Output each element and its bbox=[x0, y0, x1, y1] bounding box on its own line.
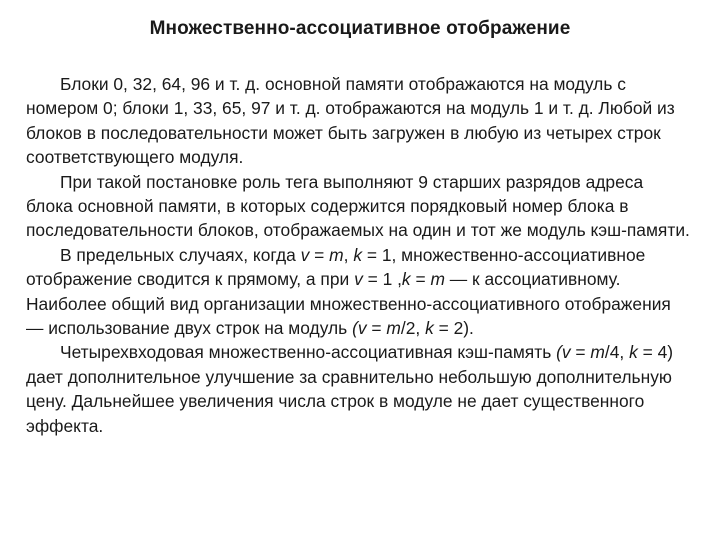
text-run: /2, bbox=[400, 318, 426, 339]
slide-title: Множественно-ассоциативное отображение bbox=[149, 18, 571, 39]
var-v: v bbox=[354, 269, 363, 290]
paragraph-3 bbox=[26, 243, 690, 341]
var-k: k bbox=[353, 244, 363, 265]
text-run: = bbox=[570, 342, 591, 363]
text-run: = 2). bbox=[433, 318, 474, 339]
paragraph-4 bbox=[26, 340, 690, 438]
text-run: = bbox=[366, 318, 387, 339]
text-run: = bbox=[309, 244, 330, 265]
text-run: Четырехвходовая множественно-ассоциативная кэш-память bbox=[60, 342, 557, 363]
var-m: m bbox=[329, 244, 344, 265]
formula-part: m bbox=[386, 318, 401, 339]
slide-body bbox=[26, 72, 690, 438]
text-run: = 1 , bbox=[362, 269, 402, 290]
formula-part: (v bbox=[556, 342, 571, 363]
text-run: = 4) дает дополнительное улучшение за сравнительно небольшую дополнительную цену. Дальнейшее увеличения числа строк в модуле не дает существенного эффекта. bbox=[26, 342, 674, 436]
formula-part: (v bbox=[352, 318, 367, 339]
paragraph-2: При такой постановке роль тега выполняют 9 старших разрядов адреса блока основной памяти, в которых содержится порядковый номер блока в последовательности блоков, отображаемых на один и тот же модуль кэш-памяти. bbox=[26, 171, 690, 241]
text-run: = 1, множественно-ассоциативное отображение сводится к прямому, а при bbox=[26, 244, 646, 290]
text-run: = bbox=[410, 269, 431, 290]
var-k: k bbox=[401, 269, 411, 290]
var-k: k bbox=[425, 318, 434, 339]
text-run: , bbox=[343, 244, 354, 265]
var-v: v bbox=[300, 244, 310, 265]
text-run: /4, bbox=[604, 342, 630, 363]
var-m: m bbox=[430, 269, 445, 290]
var-k: k bbox=[629, 342, 638, 363]
paragraph-1: Блоки 0, 32, 64, 96 и т. д. основной памяти отображаются на модуль с номером 0; блоки 1, 33, 65, 97 и т. д. отображаются на модуль 1 и т. д. Любой из блоков в последовательности может быть загружен в любую из четырех строк соответствующего модуля. bbox=[26, 74, 675, 168]
text-run: В предельных случаях, когда bbox=[60, 244, 301, 265]
text-run: — к ассоциативному. Наиболее общий вид организации множественно-ассоциативного отображения — использование двух строк на модуль bbox=[26, 269, 671, 339]
formula-part: m bbox=[590, 342, 605, 363]
